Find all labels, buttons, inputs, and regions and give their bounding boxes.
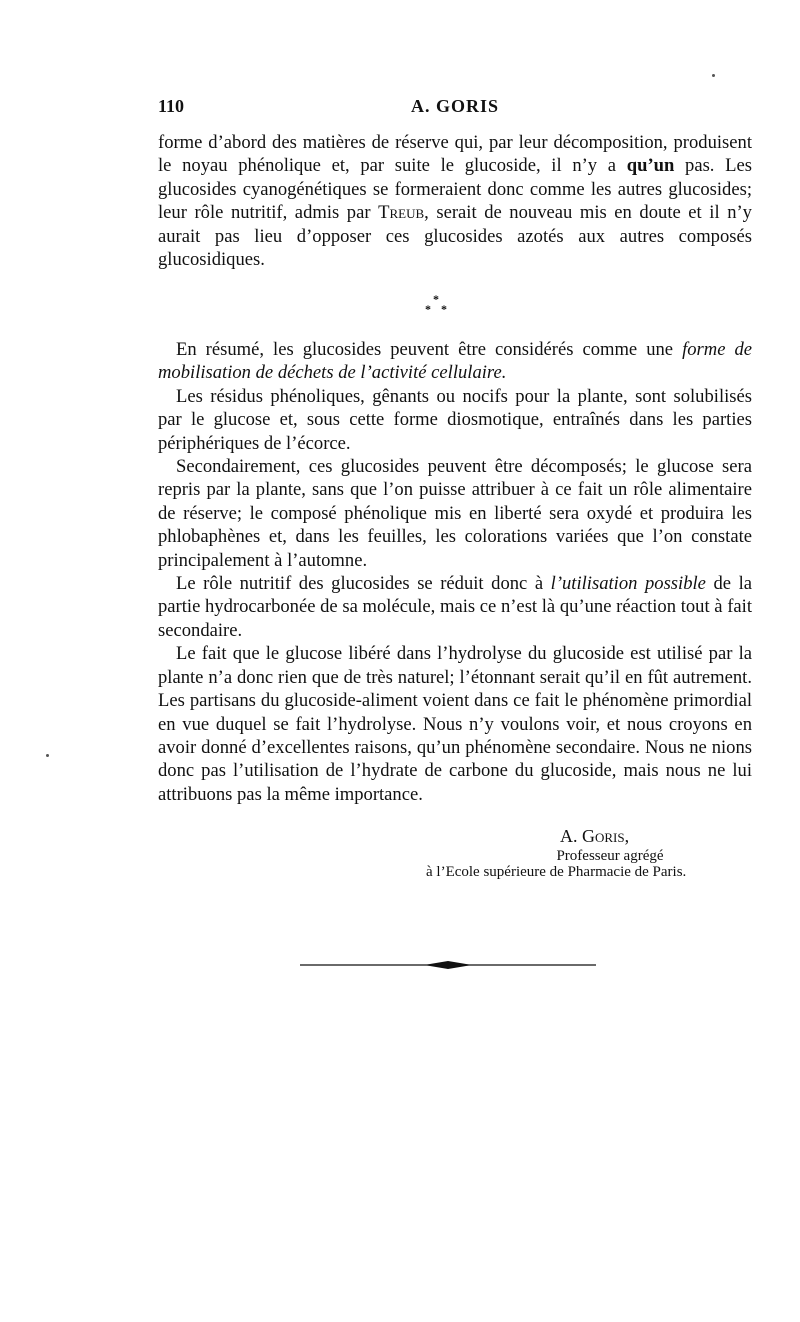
asterisk-icon: * [433, 292, 439, 306]
signature-title: Professeur agrégé [556, 848, 664, 864]
signature-name-text: A. Goris, [560, 826, 630, 846]
paragraph-glucose-libere: Le fait que le glucose libéré dans l’hydrolyse du glucoside est utilisé par la plante n’a donc rien que de très naturel; l’étonnant serait qu’il en fût autrement. Les partisans du glucoside-aliment voient dans ce fait le phénomène primordial en vue duquel se fait l’hydrolyse. Nous n’y voulons voir, et nous croyons en avoir donné d’excellentes raisons, qu’un phénomène secondaire. Nous ne nions donc pas l’utilisation de l’hydrate de carbone du glucoside, mais nous ne lui attribuons pas la même importance. [158, 643, 752, 805]
text-run: En résumé, les glucosides peuvent être considérés comme une [176, 339, 683, 360]
paragraph-secondairement: Secondairement, ces glucosides peuvent être décomposés; le glucose sera repris par la plante, sans que l’on puisse attribuer à ce fait un rôle alimentaire de réserve; le composé phénolique mis en liberté sera oxydé et produira les phlobaphènes et, dans les feuilles, les colorations variées que l’on constate principalement à l’automne. [158, 456, 752, 571]
signature-affiliation: à l’Ecole supérieure de Pharmacie de Paris. [426, 864, 687, 880]
text-run: forme d’abord des matières de réserve qui, par leur décomposition, produisent le noyau phénolique et, par suite le glucoside, il n’y a [158, 132, 752, 177]
text-run: Le rôle nutritif des glucosides se réduit donc à [176, 573, 551, 595]
top-paragraph [158, 131, 752, 271]
text-run: pas. Les glucosides cyanogénétiques se formeraient donc comme les autres glucosides; leur rôle nutritif, admis par [158, 155, 752, 224]
author-name-smallcaps: Treub [378, 202, 425, 224]
paragraph-resume [158, 338, 752, 385]
diamond-ornament-icon [424, 961, 472, 969]
signature-name [560, 826, 680, 847]
italic-run: l’utilisation possible [550, 573, 706, 595]
paper-speck [46, 754, 49, 757]
asterisk-icon: * [425, 302, 431, 316]
top-paragraph-block [158, 131, 752, 271]
ornamental-rule [300, 955, 596, 975]
bold-run: qu’un [626, 155, 675, 177]
paragraph-role-nutritif [158, 572, 752, 642]
paragraph-residus: Les résidus phénoliques, gênants ou nocifs pour la plante, sont solubilisés par le glucose et, sous cette forme diosmotique, entraînés dans les parties périphériques de l’écorce. [158, 385, 752, 454]
text-run: de la partie hydrocarbonée de sa molécule, mais ce n’est là qu’une réaction tout à fait secondaire. [158, 573, 753, 641]
main-text-block [158, 338, 752, 806]
text-run: , serait de nouveau mis en doute et il n’y aurait pas lieu d’opposer ces glucosides azotés aux autres composés glucosidiques. [158, 202, 752, 271]
asterism-separator [420, 292, 460, 322]
running-head-author: A. GORIS [410, 96, 499, 116]
italic-run: forme de mobilisation de déchets de l’activité cellulaire. [158, 339, 753, 384]
running-head [158, 96, 752, 120]
paper-speck [712, 74, 715, 77]
page-number: 110 [158, 96, 185, 116]
asterisk-icon: * [441, 302, 447, 316]
